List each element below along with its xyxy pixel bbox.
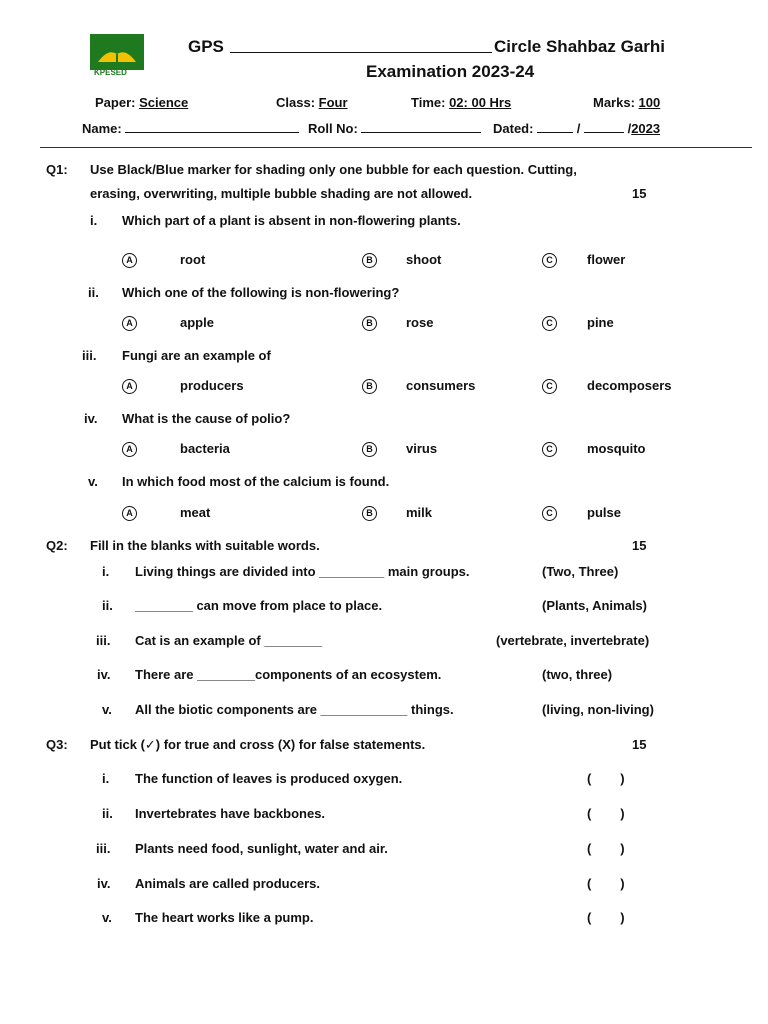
q3-item-number: i. (102, 771, 110, 786)
q2-item-statement: Cat is an example of ________ (135, 633, 323, 648)
q1-number: Q1: (46, 162, 68, 177)
answer-parentheses[interactable]: ( ) (587, 771, 625, 786)
answer-parentheses[interactable]: ( ) (587, 910, 625, 925)
option-c-bubble[interactable]: C (542, 506, 557, 521)
option-c-bubble[interactable]: C (542, 442, 557, 457)
q1-item-number: iii. (82, 348, 97, 363)
q2-item-number: ii. (102, 598, 113, 613)
q2-item-hint: (two, three) (542, 667, 613, 682)
name-field: Name: (82, 121, 299, 136)
q3-item-statement: The heart works like a pump. (135, 910, 314, 925)
q1-item-question: Fungi are an example of (122, 348, 271, 363)
q1-item-number: iv. (84, 411, 98, 426)
option-b-label: rose (406, 315, 434, 330)
circle-name: Circle Shahbaz Garhi (494, 37, 665, 56)
q1-item-question: In which food most of the calcium is found. (122, 474, 390, 489)
q3-item-statement: Animals are called producers. (135, 876, 320, 891)
option-a-bubble[interactable]: A (122, 506, 137, 521)
q1-item-question: What is the cause of polio? (122, 411, 291, 426)
roll-field: Roll No: (308, 121, 481, 136)
q2-item-number: iv. (97, 667, 111, 682)
option-a-bubble[interactable]: A (122, 253, 137, 268)
class-field: Class: Four (276, 95, 348, 110)
q2-marks: 15 (632, 538, 647, 553)
time-value: 02: 00 Hrs (449, 95, 512, 110)
time-field: Time: 02: 00 Hrs (411, 95, 512, 110)
q2-number: Q2: (46, 538, 68, 553)
q1-instruction-line1: Use Black/Blue marker for shading only one bubble for each question. Cutting, (90, 162, 577, 177)
q2-item-number: i. (102, 564, 110, 579)
option-a-label: producers (180, 378, 244, 393)
q2-item-hint: (Plants, Animals) (542, 598, 647, 613)
q1-item-question: Which part of a plant is absent in non-flowering plants. (122, 213, 461, 228)
q2-item-statement: Living things are divided into _________ main groups. (135, 564, 470, 579)
q3-item-statement: Invertebrates have backbones. (135, 806, 326, 821)
option-b-label: milk (406, 505, 433, 520)
roll-blank[interactable] (361, 132, 481, 133)
option-b-bubble[interactable]: B (362, 253, 377, 268)
day-blank[interactable] (537, 132, 573, 133)
option-a-bubble[interactable]: A (122, 442, 137, 457)
q2-item-statement: All the biotic components are ____________ things. (135, 702, 454, 717)
q3-item-number: iii. (96, 841, 111, 856)
q3-item-number: v. (102, 910, 112, 925)
q2-instruction: Fill in the blanks with suitable words. (90, 538, 320, 553)
q1-item-number: ii. (88, 285, 99, 300)
q2-item-hint: (living, non-living) (542, 702, 654, 717)
logo-text: KPESED (94, 68, 127, 77)
year-value: 2023 (631, 121, 661, 136)
dated-field: Dated: / /2023 (493, 121, 661, 136)
q3-item-number: iv. (97, 876, 111, 891)
q3-marks: 15 (632, 737, 647, 752)
q1-item-question: Which one of the following is non-flowering? (122, 285, 400, 300)
school-prefix: GPS (188, 37, 224, 56)
month-blank[interactable] (584, 132, 624, 133)
option-c-bubble[interactable]: C (542, 253, 557, 268)
q3-item-number: ii. (102, 806, 113, 821)
q2-item-hint: (Two, Three) (542, 564, 619, 579)
exam-title: Examination 2023-24 (366, 62, 535, 81)
q3-item-statement: The function of leaves is produced oxygen. (135, 771, 403, 786)
option-b-label: shoot (406, 252, 442, 267)
paper-field: Paper: Science (95, 95, 189, 110)
option-a-label: apple (180, 315, 214, 330)
option-c-label: decomposers (587, 378, 672, 393)
marks-field: Marks: 100 (593, 95, 661, 110)
q1-instruction-line2: erasing, overwriting, multiple bubble shading are not allowed. (90, 186, 473, 201)
option-c-label: pine (587, 315, 614, 330)
option-a-label: root (180, 252, 206, 267)
option-c-label: mosquito (587, 441, 646, 456)
header-divider (40, 147, 752, 148)
option-b-bubble[interactable]: B (362, 506, 377, 521)
answer-parentheses[interactable]: ( ) (587, 876, 625, 891)
q3-number: Q3: (46, 737, 68, 752)
option-a-bubble[interactable]: A (122, 316, 137, 331)
option-b-label: consumers (406, 378, 476, 393)
option-b-bubble[interactable]: B (362, 442, 377, 457)
q2-item-statement: ________ can move from place to place. (135, 598, 383, 613)
option-c-bubble[interactable]: C (542, 379, 557, 394)
q2-item-statement: There are ________components of an ecosystem. (135, 667, 442, 682)
answer-parentheses[interactable]: ( ) (587, 841, 625, 856)
q3-instruction: Put tick (✓) for true and cross (X) for false statements. (90, 737, 426, 752)
option-b-bubble[interactable]: B (362, 379, 377, 394)
q1-item-number: v. (88, 474, 98, 489)
marks-value: 100 (638, 95, 661, 110)
class-value: Four (318, 95, 348, 110)
option-a-bubble[interactable]: A (122, 379, 137, 394)
school-name-blank (230, 52, 492, 53)
option-b-label: virus (406, 441, 438, 456)
kpesed-logo (88, 32, 146, 80)
answer-parentheses[interactable]: ( ) (587, 806, 625, 821)
q2-item-number: iii. (96, 633, 111, 648)
option-c-label: pulse (587, 505, 621, 520)
option-a-label: bacteria (180, 441, 230, 456)
q1-marks: 15 (632, 186, 647, 201)
option-c-bubble[interactable]: C (542, 316, 557, 331)
q2-item-hint: (vertebrate, invertebrate) (496, 633, 650, 648)
q1-item-number: i. (90, 213, 98, 228)
paper-value: Science (139, 95, 189, 110)
name-blank[interactable] (125, 132, 299, 133)
option-b-bubble[interactable]: B (362, 316, 377, 331)
option-a-label: meat (180, 505, 211, 520)
q3-item-statement: Plants need food, sunlight, water and air. (135, 841, 388, 856)
option-c-label: flower (587, 252, 626, 267)
q2-item-number: v. (102, 702, 112, 717)
